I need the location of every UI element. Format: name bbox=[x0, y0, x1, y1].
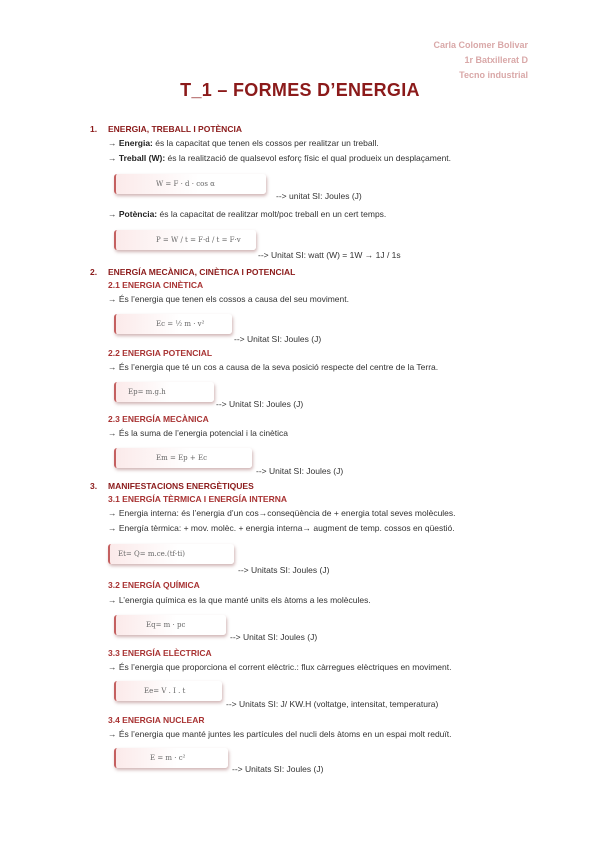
electrica-text: → És l’energia que proporciona el corrent elèctric.: flux càrregues elèctriques en moviment. bbox=[108, 662, 452, 672]
author-course: 1r Batxillerat D bbox=[464, 55, 528, 65]
section-1-heading bbox=[90, 124, 242, 134]
potencia-definition: → Potència: és la capacitat de realitzar molt/poc treball en un cert temps. bbox=[108, 209, 387, 219]
section-2-number: 2. bbox=[90, 267, 98, 277]
unit-termica: --> Unitats SI: Joules (J) bbox=[238, 565, 330, 575]
section-3-title: MANIFESTACIONS ENERGÈTIQUES bbox=[108, 481, 254, 491]
formula-quimica: Eq= m · pc bbox=[114, 615, 226, 635]
author-name: Carla Colomer Bolivar bbox=[433, 40, 528, 50]
subsection-3-4-title: 3.4 ENERGIA NUCLEAR bbox=[108, 715, 205, 725]
author-subject: Tecno industrial bbox=[459, 70, 528, 80]
formula-treball: W = F · d · cos α bbox=[114, 174, 266, 194]
formula-nuclear: E = m · c² bbox=[114, 748, 228, 768]
formula-mecanica: Em = Ep + Ec bbox=[114, 448, 252, 468]
unit-quimica: --> Unitat SI: Joules (J) bbox=[230, 632, 318, 642]
section-1-number: 1. bbox=[90, 124, 98, 134]
unit-potencial: --> Unitat SI: Joules (J) bbox=[216, 399, 304, 409]
energia-definition: → Energia: és la capacitat que tenen els cossos per realitzar un treball. bbox=[108, 138, 379, 148]
subsection-3-3-title: 3.3 ENERGÍA ELÈCTRICA bbox=[108, 648, 212, 658]
energia-term: Energia: bbox=[118, 138, 153, 148]
subsection-2-1-title: 2.1 ENERGIA CINÈTICA bbox=[108, 280, 204, 290]
unit-potencia: --> Unitat SI: watt (W) = 1W → 1J / 1s bbox=[258, 250, 401, 260]
unit-nuclear: --> Unitats SI: Joules (J) bbox=[232, 764, 324, 774]
author-block bbox=[433, 38, 528, 83]
formula-electrica: Ee= V . I . t bbox=[114, 681, 222, 701]
energia-text: és la capacitat que tenen els cossos per realitzar un treball. bbox=[155, 138, 379, 148]
section-2-heading bbox=[90, 267, 295, 277]
unit-mecanica: --> Unitat SI: Joules (J) bbox=[256, 466, 344, 476]
section-3-heading bbox=[90, 481, 254, 491]
termica-text: → Energía tèrmica: + mov. molèc. + energia interna→ augment de temp. cossos en qüestió. bbox=[108, 523, 455, 533]
section-2-title: ENERGÍA MECÀNICA, CINÈTICA I POTENCIAL bbox=[108, 267, 296, 277]
potencia-text: és la capacitat de realitzar molt/poc treball en un cert temps. bbox=[159, 209, 387, 219]
interna-text: → Energia interna: és l’energia d’un cos→conseqüència de + energia total seves molècules. bbox=[108, 508, 456, 518]
formula-termica: Et= Q= m.ce.(tf-ti) bbox=[108, 544, 234, 564]
treball-term: Treball (W): bbox=[118, 153, 166, 163]
cinetica-text: → És l’energia que tenen els cossos a causa del seu moviment. bbox=[108, 294, 349, 304]
subsection-2-2-title: 2.2 ENERGIA POTENCIAL bbox=[108, 348, 213, 358]
subsection-3-1-title: 3.1 ENERGÍA TÈRMICA I ENERGÍA INTERNA bbox=[108, 494, 287, 504]
section-3-number: 3. bbox=[90, 481, 98, 491]
nuclear-text: → És l’energia que manté juntes les partícules del nucli dels àtoms en un espai molt reduït. bbox=[108, 729, 452, 739]
mecanica-text: → És la suma de l’energia potencial i la cinètica bbox=[108, 428, 289, 438]
formula-potencia: P = W / t = F·d / t = F·v bbox=[114, 230, 256, 250]
potencial-text: → És l’energia que té un cos a causa de la seva posició respecte del centre de la Terra. bbox=[108, 362, 439, 372]
potencia-term: Potència: bbox=[118, 209, 158, 219]
quimica-text: → L’energia química es la que manté units els àtoms a les molècules. bbox=[108, 595, 371, 605]
unit-electrica: --> Unitats SI: J/ KW.H (voltatge, intensitat, temperatura) bbox=[226, 699, 439, 709]
treball-text: és la realització de qualsevol esforç físic el qual produeix un desplaçament. bbox=[167, 153, 452, 163]
formula-cinetica: Ec = ½ m · v² bbox=[114, 314, 232, 334]
unit-cinetica: --> Unitat SI: Joules (J) bbox=[234, 334, 322, 344]
page-title: T_1 – FORMES D’ENERGIA bbox=[180, 80, 420, 100]
section-1-title: ENERGIA, TREBALL I POTÈNCIA bbox=[108, 124, 242, 134]
treball-definition: → Treball (W): és la realització de qualsevol esforç físic el qual produeix un desplaçament. bbox=[108, 153, 452, 163]
subsection-3-2-title: 3.2 ENERGÍA QUÍMICA bbox=[108, 580, 200, 590]
unit-treball: --> unitat SI: Joules (J) bbox=[276, 191, 362, 201]
subsection-2-3-title: 2.3 ENERGÍA MECÀNICA bbox=[108, 414, 209, 424]
formula-potencial: Ep= m.g.h bbox=[114, 382, 214, 402]
